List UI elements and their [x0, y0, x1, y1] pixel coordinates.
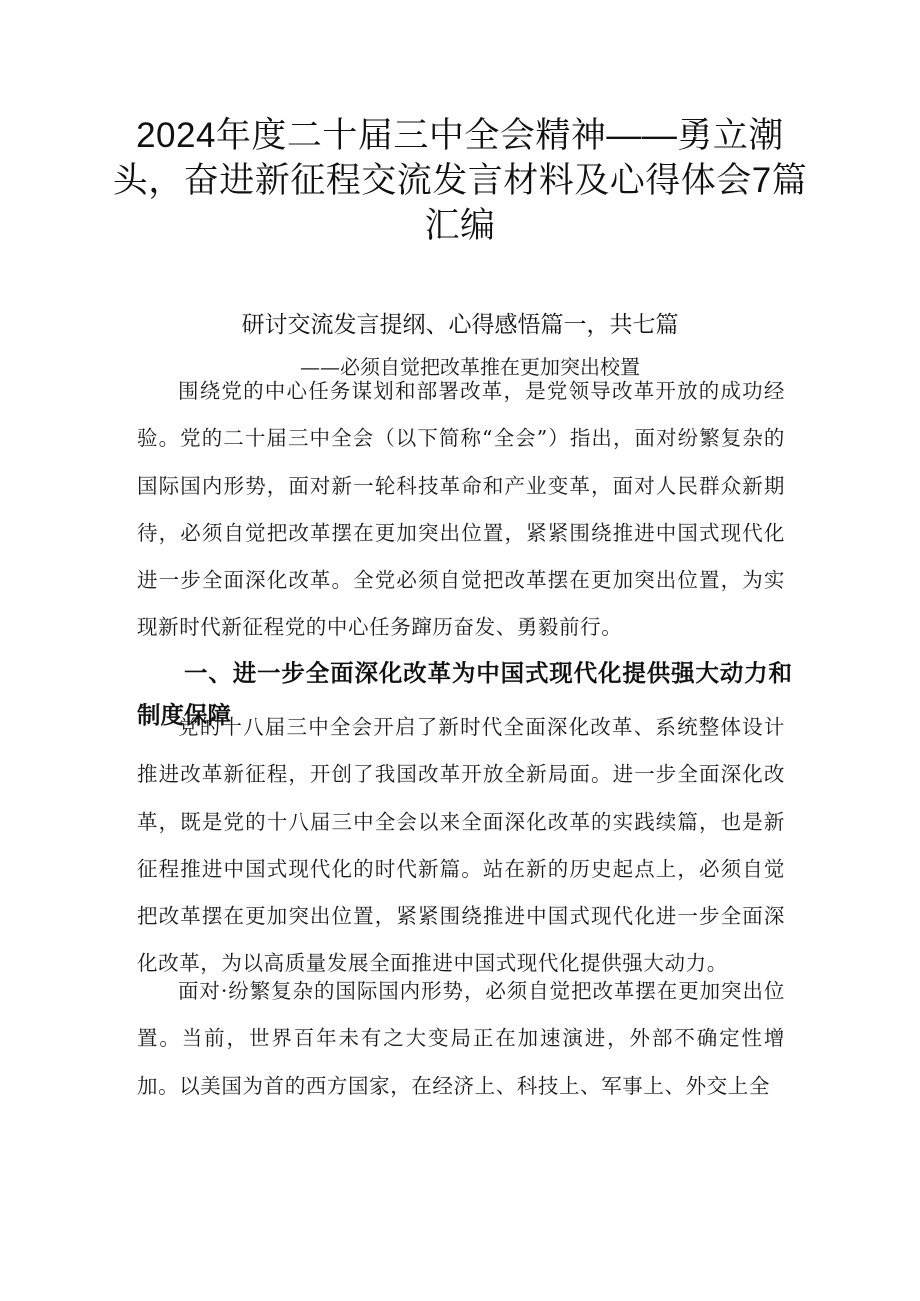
document-subtitle: 研讨交流发言提纲、心得感悟篇一，共七篇 — [241, 311, 679, 337]
section-heading: 一、进一步全面深化改革为中国式现代化提供强大动力和制度保障 — [137, 660, 792, 728]
section-paragraph-1: 党的十八届三中全会开启了新时代全面深化改革、系统整体设计推进改革新征程，开创了我国改革开放全新局面。进一步全面深化改革，既是党的十八届三中全会以来全面深化改革的实践续篇，也是新征程推进中国式现代化的时代新篇。站在新的历史起点上，必须自觉把改革摆在更加突出位置，紧紧围绕推进中国式现代化进一步全面深化改革，为以高质量发展全面推进中国式现代化提供强大动力。 — [137, 715, 785, 976]
document-title: 2024年度二十届三中全会精神——勇立潮头，奋进新征程交流发言材料及心得体会7篇汇编 — [112, 116, 808, 245]
section-paragraph-2: 面对·纷繁复杂的国际国内形势，必须自觉把改革摆在更加突出位置。当前，世界百年未有之大变局正在加速演进，外部不确定性增加。以美国为首的西方国家，在经济上、科技上、军事上、外交上全 — [137, 979, 785, 1098]
intro-paragraph: 围绕党的中心任务谋划和部署改革，是党领导改革开放的成功经验。党的二十届三中全会（以下简称“全会”）指出，面对纷繁复杂的国际国内形势，面对新一轮科技革命和产业变革，面对人民群众新期待，必须自觉把改革摆在更加突出位置，紧紧围绕推进中国式现代化进一步全面深化改革。全党必须自觉把改革摆在更加突出位置，为实现新时代新征程党的中心任务蹿历奋发、勇毅前行。 — [137, 379, 785, 640]
subtitle-dash-line: ——必须自觉把改革推在更加突出校置 — [300, 355, 640, 379]
